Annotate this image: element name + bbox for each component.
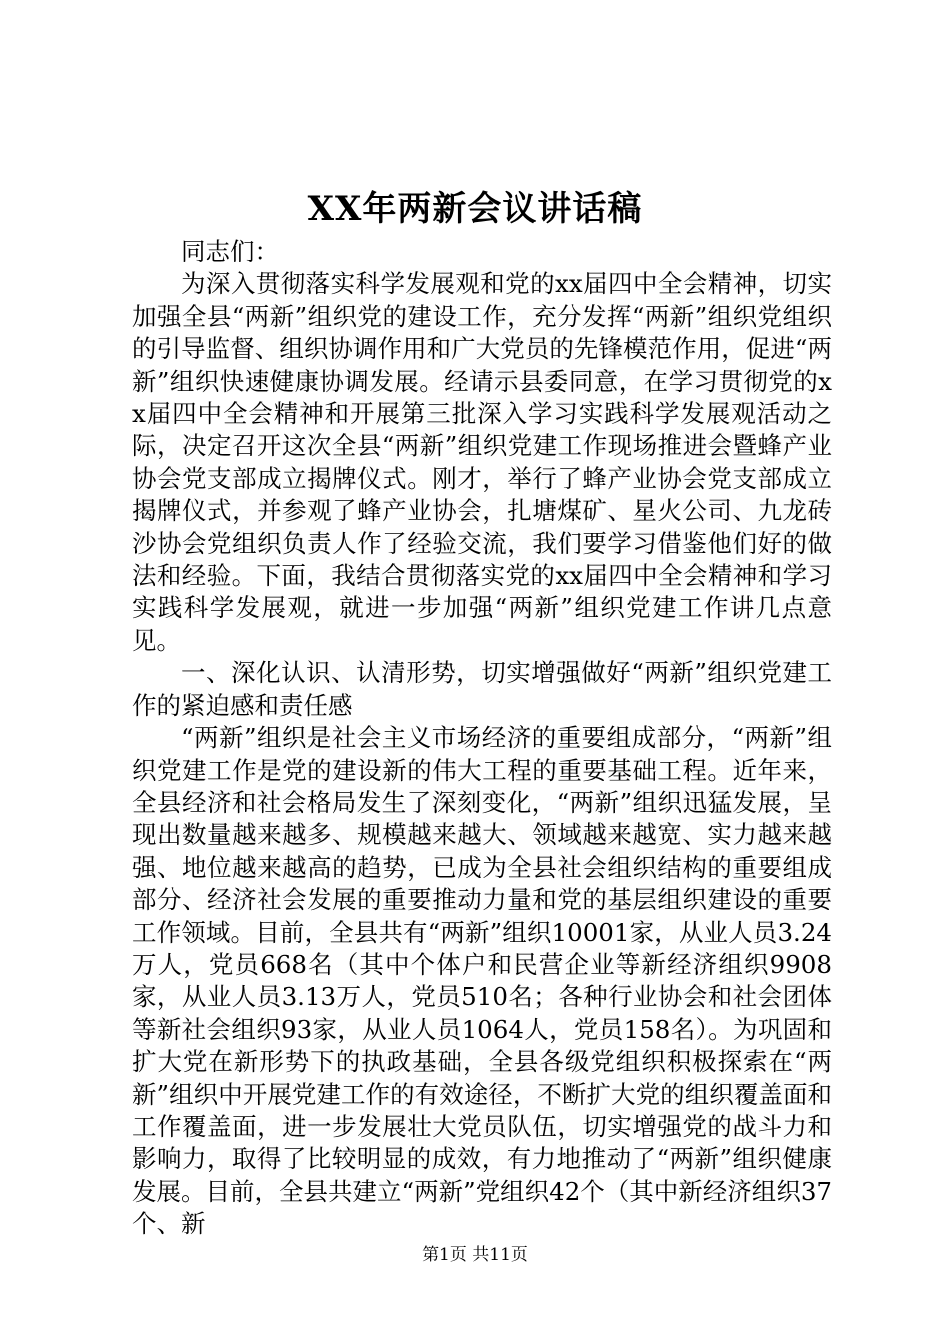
section-heading: 一、深化认识、认清形势，切实增强做好“两新”组织党建工作的紧迫感和责任感	[132, 658, 832, 720]
salutation-paragraph: 同志们：	[181, 237, 279, 266]
section-paragraph: “两新”组织是社会主义市场经济的重要组成部分，“两新”组织党建工作是党的建设新的伟大工程的重要基础工程。近年来，全县经济和社会格局发生了深刻变化，“两新”组织迅猛发展，呈现出数量越来越多、规模越来越大、领域越来越宽、实力越来越强、地位越来越高的趋势，已成为全县社会组织结构的重要组成部分、经济社会发展的重要推动力量和党的基层组织建设的重要工作领域。目前，全县共有“两新”组织10001家，从业人员3.24万人，党员668名（其中个体户和民营企业等新经济组织9908家，从业人员3.13万人，党员510名；各种行业协会和社会团体等新社会组织93家，从业人员1064人，党员158名）。为巩固和扩大党在新形势下的执政基础，全县各级党组织积极探索在“两新”组织中开展党建工作的有效途径，不断扩大党的组织覆盖面和工作覆盖面，进一步发展壮大党员队伍，切实增强党的战斗力和影响力，取得了比较明显的成效，有力地推动了“两新”组织健康发展。目前，全县共建立“两新”党组织42个（其中新经济组织37个、新	[132, 723, 832, 1239]
page-number-footer: 第1页 共11页	[422, 1245, 528, 1265]
document-body	[132, 236, 832, 1241]
intro-paragraph: 为深入贯彻落实科学发展观和党的xx届四中全会精神，切实加强全县“两新”组织党的建设工作，充分发挥“两新”组织党组织的引导监督、组织协调作用和广大党员的先锋模范作用，促进“两新”组织快速健康协调发展。经请示县委同意，在学习贯彻党的xx届四中全会精神和开展第三批深入学习实践科学发展观活动之际，决定召开这次全县“两新”组织党建工作现场推进会暨蜂产业协会党支部成立揭牌仪式。刚才，举行了蜂产业协会党支部成立揭牌仪式，并参观了蜂产业协会，扎塘煤矿、星火公司、九龙砖沙协会党组织负责人作了经验交流，我们要学习借鉴他们好的做法和经验。下面，我结合贯彻落实党的xx届四中全会精神和学习实践科学发展观，就进一步加强“两新”组织党建工作讲几点意见。	[132, 269, 832, 655]
document-title: XX年两新会议讲话稿	[307, 189, 643, 229]
